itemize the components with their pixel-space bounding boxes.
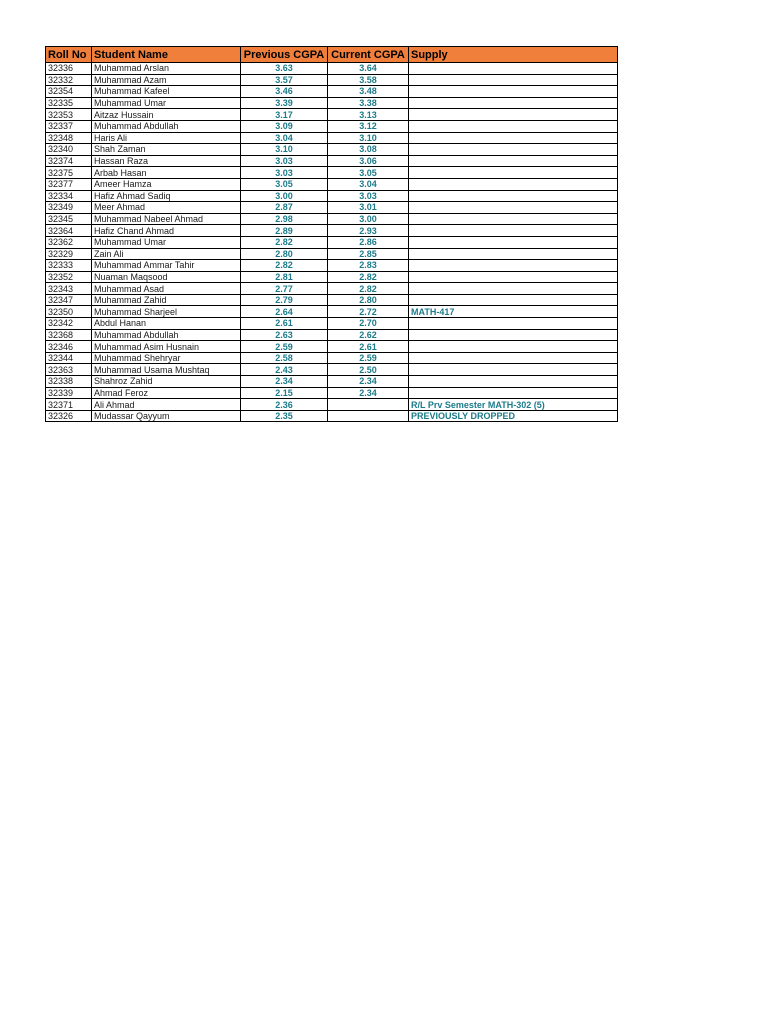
- cell-roll-no: 32364: [46, 225, 92, 237]
- table-header: [46, 47, 618, 63]
- cell-previous-cgpa: 2.98: [241, 213, 328, 225]
- cell-student-name: Muhammad Zahid: [92, 294, 241, 306]
- cell-student-name: Shahroz Zahid: [92, 376, 241, 388]
- cell-student-name: Meer Ahmad: [92, 202, 241, 214]
- cell-current-cgpa: 2.83: [328, 260, 409, 272]
- cell-current-cgpa: 2.93: [328, 225, 409, 237]
- cell-supply: [409, 63, 618, 75]
- cell-student-name: Muhammad Azam: [92, 74, 241, 86]
- cell-roll-no: 32368: [46, 329, 92, 341]
- cell-roll-no: 32339: [46, 387, 92, 399]
- cell-student-name: Hafiz Chand Ahmad: [92, 225, 241, 237]
- cell-previous-cgpa: 2.58: [241, 352, 328, 364]
- cell-roll-no: 32342: [46, 318, 92, 330]
- cell-current-cgpa: 2.34: [328, 376, 409, 388]
- cell-roll-no: 32371: [46, 399, 92, 411]
- cell-current-cgpa: 3.08: [328, 144, 409, 156]
- cell-previous-cgpa: 2.80: [241, 248, 328, 260]
- cell-current-cgpa: 3.13: [328, 109, 409, 121]
- cell-previous-cgpa: 2.79: [241, 294, 328, 306]
- cell-student-name: Ali Ahmad: [92, 399, 241, 411]
- cell-previous-cgpa: 2.15: [241, 387, 328, 399]
- header-previous-cgpa: Previous CGPA: [241, 47, 328, 63]
- table-row: [46, 283, 618, 295]
- cell-student-name: Muhammad Shehryar: [92, 352, 241, 364]
- cell-supply: [409, 167, 618, 179]
- cell-student-name: Muhammad Asim Husnain: [92, 341, 241, 353]
- cell-supply: [409, 387, 618, 399]
- cell-current-cgpa: 3.48: [328, 86, 409, 98]
- cell-previous-cgpa: 2.59: [241, 341, 328, 353]
- cell-previous-cgpa: 2.36: [241, 399, 328, 411]
- cell-previous-cgpa: 2.82: [241, 236, 328, 248]
- cell-current-cgpa: 2.50: [328, 364, 409, 376]
- cell-student-name: Mudassar Qayyum: [92, 410, 241, 422]
- cell-student-name: Hassan Raza: [92, 155, 241, 167]
- table-row: [46, 167, 618, 179]
- cell-current-cgpa: 2.72: [328, 306, 409, 318]
- cell-student-name: Muhammad Arslan: [92, 63, 241, 75]
- cell-previous-cgpa: 3.00: [241, 190, 328, 202]
- cell-previous-cgpa: 3.57: [241, 74, 328, 86]
- cell-current-cgpa: 2.59: [328, 352, 409, 364]
- cell-roll-no: 32343: [46, 283, 92, 295]
- cell-roll-no: 32350: [46, 306, 92, 318]
- table-row: [46, 155, 618, 167]
- cell-supply: R/L Prv Semester MATH-302 (5): [409, 399, 618, 411]
- table-row: [46, 306, 618, 318]
- cell-student-name: Muhammad Nabeel Ahmad: [92, 213, 241, 225]
- cell-previous-cgpa: 2.77: [241, 283, 328, 295]
- cell-current-cgpa: 3.38: [328, 97, 409, 109]
- cell-previous-cgpa: 2.35: [241, 410, 328, 422]
- cell-supply: [409, 376, 618, 388]
- table-row: [46, 225, 618, 237]
- cell-previous-cgpa: 3.09: [241, 120, 328, 132]
- cell-supply: [409, 225, 618, 237]
- cell-supply: [409, 144, 618, 156]
- cell-supply: [409, 202, 618, 214]
- cell-roll-no: 32362: [46, 236, 92, 248]
- cell-current-cgpa: 3.05: [328, 167, 409, 179]
- cell-roll-no: 32335: [46, 97, 92, 109]
- table-row: [46, 364, 618, 376]
- cell-current-cgpa: 2.61: [328, 341, 409, 353]
- cell-supply: [409, 260, 618, 272]
- cell-supply: [409, 364, 618, 376]
- cell-student-name: Muhammad Kafeel: [92, 86, 241, 98]
- cell-supply: [409, 178, 618, 190]
- table-row: [46, 190, 618, 202]
- cell-current-cgpa: 3.00: [328, 213, 409, 225]
- cell-student-name: Ameer Hamza: [92, 178, 241, 190]
- cell-previous-cgpa: 2.34: [241, 376, 328, 388]
- header-current-cgpa: Current CGPA: [328, 47, 409, 63]
- cell-current-cgpa: 2.85: [328, 248, 409, 260]
- cell-current-cgpa: 3.10: [328, 132, 409, 144]
- results-table: [45, 46, 618, 422]
- cell-previous-cgpa: 3.05: [241, 178, 328, 190]
- cell-student-name: Ahmad Feroz: [92, 387, 241, 399]
- cell-supply: [409, 283, 618, 295]
- cell-current-cgpa: 3.64: [328, 63, 409, 75]
- cell-supply: [409, 190, 618, 202]
- cell-current-cgpa: 2.86: [328, 236, 409, 248]
- cell-previous-cgpa: 3.03: [241, 155, 328, 167]
- cell-previous-cgpa: 2.43: [241, 364, 328, 376]
- cell-student-name: Muhammad Usama Mushtaq: [92, 364, 241, 376]
- cell-student-name: Haris Ali: [92, 132, 241, 144]
- cell-roll-no: 32338: [46, 376, 92, 388]
- cell-previous-cgpa: 2.61: [241, 318, 328, 330]
- cell-supply: [409, 155, 618, 167]
- table-row: [46, 213, 618, 225]
- cell-roll-no: 32363: [46, 364, 92, 376]
- cell-current-cgpa: 2.82: [328, 271, 409, 283]
- cell-previous-cgpa: 3.63: [241, 63, 328, 75]
- table-row: [46, 248, 618, 260]
- table-row: [46, 399, 618, 411]
- table-row: [46, 410, 618, 422]
- cell-current-cgpa: 2.34: [328, 387, 409, 399]
- table-row: [46, 109, 618, 121]
- cell-current-cgpa: 3.03: [328, 190, 409, 202]
- cell-student-name: Aitzaz Hussain: [92, 109, 241, 121]
- cell-student-name: Zain Ali: [92, 248, 241, 260]
- cell-current-cgpa: 2.62: [328, 329, 409, 341]
- header-student-name: Student Name: [92, 47, 241, 63]
- cell-previous-cgpa: 3.17: [241, 109, 328, 121]
- table-row: [46, 236, 618, 248]
- cell-supply: [409, 329, 618, 341]
- cell-student-name: Hafiz Ahmad Sadiq: [92, 190, 241, 202]
- cell-roll-no: 32345: [46, 213, 92, 225]
- cell-previous-cgpa: 2.64: [241, 306, 328, 318]
- header-supply: Supply: [409, 47, 618, 63]
- table-row: [46, 144, 618, 156]
- cell-current-cgpa: 2.80: [328, 294, 409, 306]
- table-row: [46, 132, 618, 144]
- cell-roll-no: 32347: [46, 294, 92, 306]
- cell-supply: [409, 120, 618, 132]
- cell-current-cgpa: 3.06: [328, 155, 409, 167]
- cell-supply: [409, 109, 618, 121]
- cell-supply: [409, 132, 618, 144]
- table-row: [46, 63, 618, 75]
- cell-roll-no: 32334: [46, 190, 92, 202]
- cell-student-name: Abdul Hanan: [92, 318, 241, 330]
- cell-supply: [409, 97, 618, 109]
- cell-supply: [409, 236, 618, 248]
- cell-current-cgpa: 3.58: [328, 74, 409, 86]
- table-row: [46, 97, 618, 109]
- table-row: [46, 376, 618, 388]
- cell-roll-no: 32354: [46, 86, 92, 98]
- cell-student-name: Nuaman Maqsood: [92, 271, 241, 283]
- table-row: [46, 202, 618, 214]
- cell-roll-no: 32340: [46, 144, 92, 156]
- cell-previous-cgpa: 2.63: [241, 329, 328, 341]
- table-row: [46, 341, 618, 353]
- cell-student-name: Muhammad Asad: [92, 283, 241, 295]
- cell-current-cgpa: 3.04: [328, 178, 409, 190]
- cell-roll-no: 32329: [46, 248, 92, 260]
- cell-supply: [409, 341, 618, 353]
- cell-current-cgpa: 3.12: [328, 120, 409, 132]
- cell-previous-cgpa: 3.03: [241, 167, 328, 179]
- cell-roll-no: 32337: [46, 120, 92, 132]
- cell-current-cgpa: 2.82: [328, 283, 409, 295]
- cell-supply: [409, 213, 618, 225]
- cell-roll-no: 32375: [46, 167, 92, 179]
- cell-student-name: Muhammad Abdullah: [92, 329, 241, 341]
- cell-student-name: Muhammad Umar: [92, 97, 241, 109]
- cell-roll-no: 32332: [46, 74, 92, 86]
- cell-roll-no: 32377: [46, 178, 92, 190]
- cell-previous-cgpa: 2.82: [241, 260, 328, 272]
- cell-current-cgpa: [328, 410, 409, 422]
- table-row: [46, 329, 618, 341]
- table-row: [46, 74, 618, 86]
- cell-roll-no: 32333: [46, 260, 92, 272]
- cell-supply: PREVIOUSLY DROPPED: [409, 410, 618, 422]
- cell-supply: [409, 86, 618, 98]
- cell-supply: [409, 248, 618, 260]
- table-row: [46, 260, 618, 272]
- cell-roll-no: 32374: [46, 155, 92, 167]
- cell-student-name: Muhammad Ammar Tahir: [92, 260, 241, 272]
- cell-supply: [409, 271, 618, 283]
- cell-previous-cgpa: 2.89: [241, 225, 328, 237]
- cell-supply: [409, 74, 618, 86]
- cell-student-name: Shah Zaman: [92, 144, 241, 156]
- cell-roll-no: 32326: [46, 410, 92, 422]
- cell-roll-no: 32348: [46, 132, 92, 144]
- table-row: [46, 120, 618, 132]
- cell-previous-cgpa: 2.87: [241, 202, 328, 214]
- table-row: [46, 178, 618, 190]
- table-row: [46, 86, 618, 98]
- cell-student-name: Muhammad Umar: [92, 236, 241, 248]
- cell-roll-no: 32352: [46, 271, 92, 283]
- table-row: [46, 387, 618, 399]
- header-row: [46, 47, 618, 63]
- cell-roll-no: 32353: [46, 109, 92, 121]
- table-body: [46, 63, 618, 422]
- table-row: [46, 294, 618, 306]
- cell-roll-no: 32349: [46, 202, 92, 214]
- cell-student-name: Arbab Hasan: [92, 167, 241, 179]
- cell-student-name: Muhammad Abdullah: [92, 120, 241, 132]
- cell-roll-no: 32336: [46, 63, 92, 75]
- cell-supply: [409, 352, 618, 364]
- table-row: [46, 318, 618, 330]
- cell-supply: [409, 294, 618, 306]
- table-row: [46, 271, 618, 283]
- cell-supply: [409, 318, 618, 330]
- cell-supply: MATH-417: [409, 306, 618, 318]
- header-roll-no: Roll No: [46, 47, 92, 63]
- cell-student-name: Muhammad Sharjeel: [92, 306, 241, 318]
- cell-roll-no: 32346: [46, 341, 92, 353]
- cell-previous-cgpa: 3.04: [241, 132, 328, 144]
- cell-current-cgpa: 2.70: [328, 318, 409, 330]
- cell-previous-cgpa: 2.81: [241, 271, 328, 283]
- cell-current-cgpa: 3.01: [328, 202, 409, 214]
- cell-roll-no: 32344: [46, 352, 92, 364]
- cell-previous-cgpa: 3.39: [241, 97, 328, 109]
- cell-previous-cgpa: 3.10: [241, 144, 328, 156]
- cell-previous-cgpa: 3.46: [241, 86, 328, 98]
- table-row: [46, 352, 618, 364]
- cell-current-cgpa: [328, 399, 409, 411]
